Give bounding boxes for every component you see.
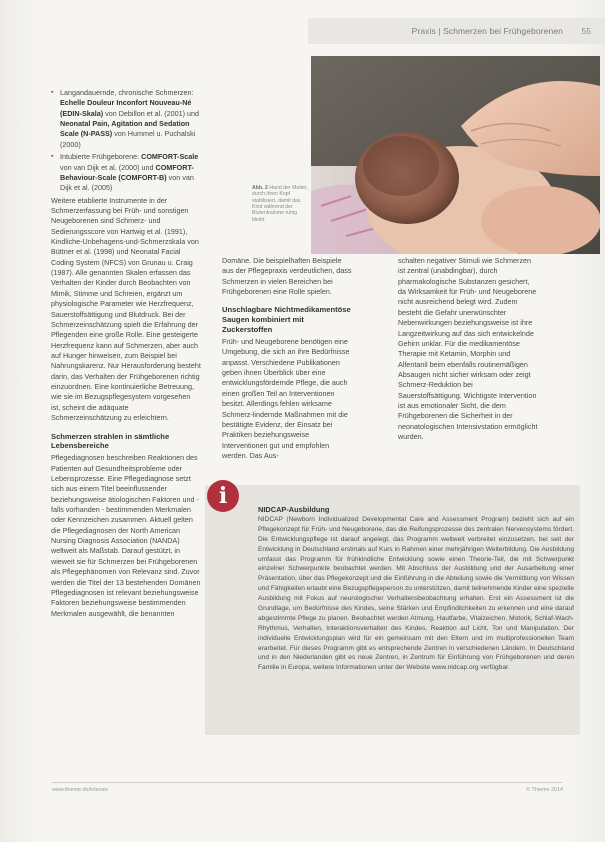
bullet-text: von van Dijk et al. (2005) bbox=[60, 172, 194, 193]
bullet-highlight: COMFORT-Behaviour-Scale (COMFORT-B) bbox=[60, 162, 194, 182]
bullet-text: von van Dijk et al. (2000) und bbox=[60, 162, 156, 172]
bullet-text: Intubierte Frühgeborene: bbox=[60, 152, 142, 162]
figure-caption-text: Hand der Mutter, durch ihren Kopf stabilisiert, damit das Kind während der Blutentnahme ruhig bleibt bbox=[252, 185, 308, 223]
body-paragraph: Domäne. Die beispielhaften Beispiele aus der Pflegepraxis verdeutlichen, dass Schmerzen in vielen Bereichen bei Frühgeborenen eine Rolle spielen. bbox=[222, 256, 352, 297]
running-head: Praxis | Schmerzen bei Frühgeborenen bbox=[411, 26, 563, 36]
info-box-text: NIDCAP (Newborn Individualized Developmental Care and Assessment Program) bezieht sich auf ein Pflegekonzept für Früh- und Neugeborene, das die Reifungsprozesse des zentralen Nervensystems fördert. Die Entwicklungspflege ist darauf angelegt, das Programm weltweit verbreitet einzusetzen, bei seit der Entwicklung in Deutschland erstmals auf Kurs in Rahmen einer mehrjährigen Weiterbildung. Die Ausbildung umfasst das Programm für frühkindliche Entwicklung sowie einen Theorie-Teil, die mit Schwerpunkt einzelner Schwerpunkte beobachtet werden. Mit Abschluss der Ausbildung und der Ausarbeitung einer Präsentation, über das Pflegekonzept und die Einführung in die Abteilung sowie die Vermittlung von Wissen und Fähigkeiten erlaubt eine Bezugspflegeperson zu unterstützen, damit teilnehmende Kinder eine spezielle Ausbildung mit Fokus auf neurologischer Verhaltensbeobachtung erhalten. Erst ein Assessment ist die Grundlage, um Bedürfnisse des Kindes, seine Stärken und Empfindlichkeiten zu erkennen und eine darauf abgestimmte Pflege zu planen. Beobachtet werden Atmung, Hautfarbe, Vitalzeichen, Motorik, Schlaf-Wach-Rhythmus, Verhalten, Interaktionsverhalten des Kindes, Reaktion auf Licht, Ton und Manipulation. Der individuelle Entwicklungsplan wird für ein gemeinsam mit den Eltern und im multiprofessionellen Team erarbeitet. Für dieses Programm gibt es entsprechende Zentren in verschiedenen Ländern. In Deutschland und in den Niederlanden gibt es neue Zentren, in Zentrum für Einführung von Frühgeborenen und deren Familie in Europa, weitere Informationen unter der Website www.nidcap.org verfügbar. bbox=[258, 516, 574, 672]
body-paragraph: Weitere etablierte Instrumente in der Schmerzerfassung bei Früh- und sonstigen Neugeborenen sind Schmerz- und Sedierungsscore von Hartwig et al. (1991), Kindliche-Unbehagens-und-Schmerzskala von Büttner et al. (1998) und Neonatal Facial Coding System (NFCS) von Grunau u. Craig (1987). Alle genannten Skalen erfassen das Verhalten der Kinder durch Beobachten von Mimik, Stimme und Schreien, ergänzt um physiologische Parameter wie Herzfrequenz, Sauerstoffsättigung und Blutdruck. Bei der Schmerzeinschätzung spielt die Erfahrung der Pflegenden eine große Rolle. Eine gesteigerte Herzfrequenz kann auf Schmerzen, aber auch auf Hunger hinweisen, zum Beispiel bei Nahrungskarenz. Nur Herausforderung besteht darin, das Verhalten der Frühgeborenen richtig einzuordnen. Eine kontinuierliche Betreuung, wie sie im Bezugspflegesystem vorgesehen ist, scheint die adäquate Schmerzeinschätzung zu erleichtern. bbox=[51, 195, 201, 423]
bullet-item bbox=[51, 88, 201, 150]
footer-divider bbox=[52, 782, 562, 783]
bullet-highlight: COMFORT-Scale bbox=[141, 152, 199, 162]
figure-caption bbox=[252, 185, 308, 223]
bullet-text: von Debillon et al. (2001) und bbox=[103, 108, 200, 118]
section-heading: Unschlagbare Nichtmedikamentöse Saugen kombiniert mit Zuckerstoffen bbox=[222, 305, 351, 335]
body-paragraph: Früh- und Neugeborene benötigen eine Umgebung, die sich an ihre Bedürfnisse anpasst. Verschiedene Publikationen geben ihnen Überblick über eine entwicklungsfördernde Pflege, die auch einen großen Teil an Interventionen besitzt. Allerdings fehlen wirksame Schmerz-lindernde Maßnahmen mit die bestätigte Evidenz, der Einsatz bei Praktiken beziehungsweise Interventionen gut und empfohlen werden. Das Aus- bbox=[222, 337, 350, 460]
bullet-text: Langandauernde, chronische Schmerzen: bbox=[60, 88, 194, 97]
info-box-title: NIDCAP-Ausbildung bbox=[258, 505, 330, 514]
bullet-text: von Hummel u. Puchalski (2000) bbox=[60, 129, 196, 149]
bullet-item bbox=[51, 152, 201, 193]
body-paragraph: schalten negativer Stimuli wie Schmerzen ist zentral (unabdingbar), durch pharmakologische Substanzen gesichert, da Wirksamkeit für Früh- und Neugeborene nicht ausreichend belegt wird. Zudem besteht die Gefahr unerwünschter Nebenwirkungen beziehungsweise ist ihre Langzeitwirkung auf das sich entwickelnde Gehirn unklar. Für die medikamentöse Therapie mit Ketamin, Morphin und Alfentanil beim ebenfalls routinemäßigen Absaugen nicht sicher wirksam oder zeigt Schmerz-Reduktion bei Sauerstoffsättigung. Wichtigste Intervention ist aus emotionaler Sicht, die dem Frühgeborenen die Sicherheit in der neonatologischen Intensivstation ermöglicht wurden. bbox=[398, 256, 538, 442]
figure-photo bbox=[311, 56, 600, 254]
bullet-highlight: Echelle Douleur Inconfort Nouveau-Né (EDIN-Skala) bbox=[60, 98, 192, 118]
footer-left: www.thieme.de/intensiv bbox=[52, 787, 109, 793]
page-number: 55 bbox=[581, 26, 591, 36]
info-icon: i bbox=[207, 480, 239, 512]
figure-caption-label: Abb. 2 bbox=[252, 185, 268, 191]
left-column bbox=[51, 88, 201, 619]
body-paragraph: Pflegediagnosen beschreiben Reaktionen des Patienten auf Gesundheitsprobleme oder Lebensprozesse. Eine Pflegediagnose setzt sich aus einem Titel beeinflussender beziehungsweise ätiologischen Faktoren und - falls vorhanden - bestimmenden Merkmalen oder Kennzeichen zusammen. Aktuell gelten die Pflegediagnosen der North American Nursing Diagnosis Association (NANDA) weltweit als Maßstab. Darauf gestützt, in wieweit sie für Schmerzen bei Frühgeborenen als Pflegephänomen von Relevanz sind. Zuvor werden die Titel der 13 bestehenden Domänen Pflegediagnosen ist relevant beziehungsweise Faktoren beziehungsweise bestimmenden Merkmalen ausgewählt, die benannten bbox=[51, 453, 201, 618]
middle-column bbox=[222, 256, 352, 461]
bullet-highlight: Neonatal Pain, Agitation and Sedation Scale (N-PASS) bbox=[60, 119, 190, 139]
right-column bbox=[398, 256, 538, 442]
footer-right: © Thieme 2014 bbox=[526, 787, 563, 793]
infant-photo-illustration bbox=[311, 56, 600, 254]
section-heading: Schmerzen strahlen in sämtliche Lebensbereiche bbox=[51, 431, 170, 451]
